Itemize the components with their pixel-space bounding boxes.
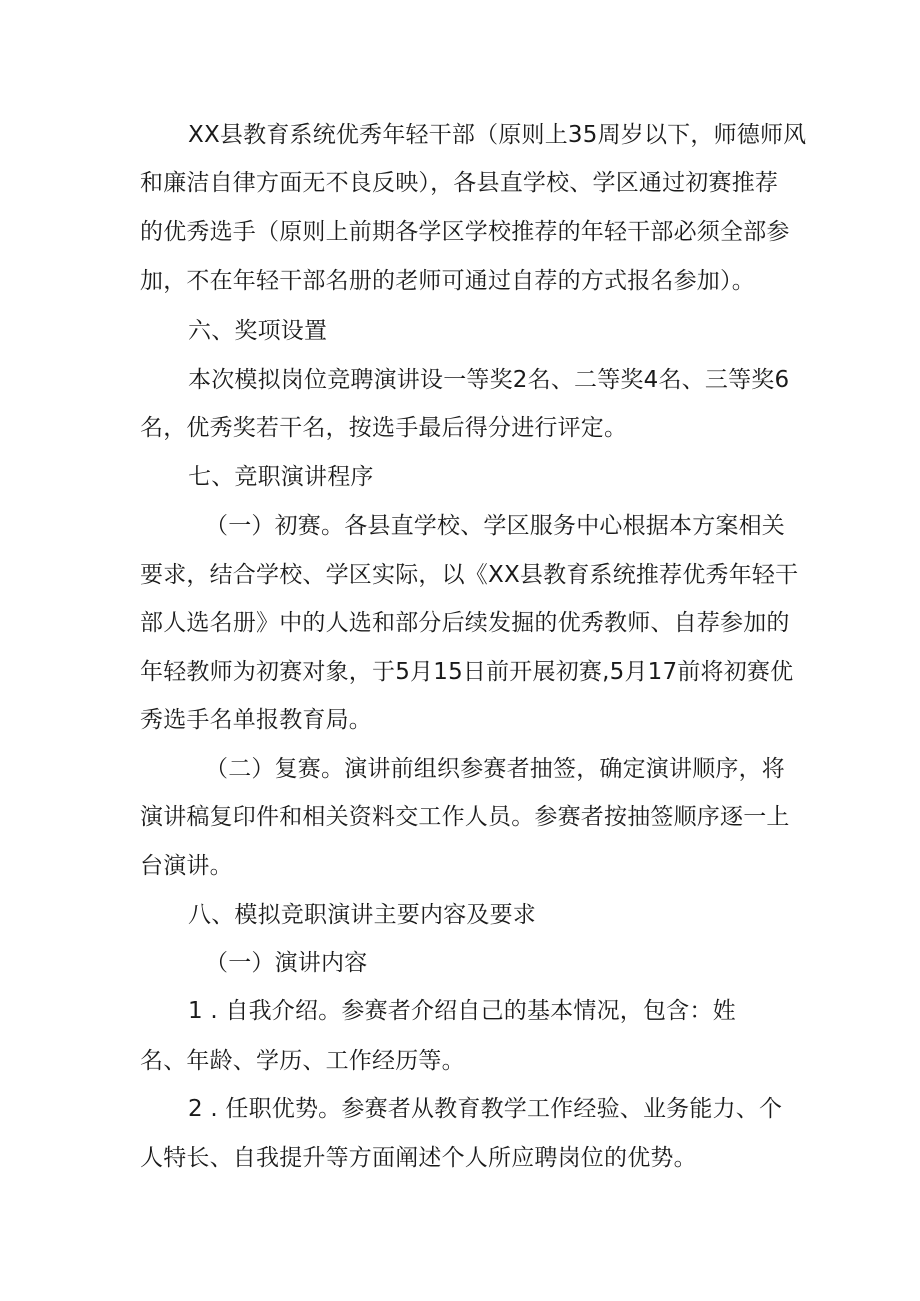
- section-heading-speech-content: 八、模拟竞职演讲主要内容及要求: [188, 902, 536, 928]
- awards-line-1: 本次模拟岗位竞聘演讲设一等奖2名、二等奖4名、三等奖6: [188, 367, 790, 393]
- section-heading-awards: 六、奖项设置: [188, 318, 328, 344]
- semifinal-line-1: （二）复赛。演讲前组织参赛者抽签，确定演讲顺序，将: [205, 756, 785, 782]
- preliminary-line-2: 要求，结合学校、学区实际，以《XX县教育系统推荐优秀年轻干: [140, 562, 799, 588]
- section-heading-procedure: 七、竞职演讲程序: [188, 464, 374, 490]
- semifinal-line-3: 台演讲。: [140, 853, 233, 879]
- preliminary-line-4: 年轻教师为初赛对象，于5月15日前开展初赛,5月17前将初赛优: [140, 659, 794, 685]
- eligibility-line-3: 的优秀选手（原则上前期各学区学校推荐的年轻干部必须全部参: [140, 219, 790, 245]
- item-1-line-2: 名、年龄、学历、工作经历等。: [140, 1048, 465, 1074]
- preliminary-line-5: 秀选手名单报教育局。: [140, 707, 372, 733]
- item-2-line-2: 人特长、自我提升等方面阐述个人所应聘岗位的优势。: [140, 1145, 697, 1171]
- semifinal-line-2: 演讲稿复印件和相关资料交工作人员。参赛者按抽签顺序逐一上: [140, 804, 790, 830]
- eligibility-line-1: XX县教育系统优秀年轻干部（原则上35周岁以下，师德师风: [188, 122, 807, 148]
- eligibility-line-2: 和廉洁自律方面无不良反映），各县直学校、学区通过初赛推荐: [140, 170, 779, 196]
- preliminary-line-3: 部人选名册》中的人选和部分后续发掘的优秀教师、自荐参加的: [140, 610, 790, 636]
- awards-line-2: 名，优秀奖若干名，按选手最后得分进行评定。: [140, 415, 628, 441]
- preliminary-line-1: （一）初赛。各县直学校、学区服务中心根据本方案相关: [205, 513, 785, 539]
- item-2-line-1: 2 . 任职优势。参赛者从教育教学工作经验、业务能力、个: [188, 1096, 783, 1122]
- eligibility-line-4: 加，不在年轻干部名册的老师可通过自荐的方式报名参加）。: [140, 268, 755, 294]
- item-1-line-1: 1 . 自我介绍。参赛者介绍自己的基本情况，包含：姓: [188, 998, 736, 1024]
- subheading-speech-content: （一）演讲内容: [205, 950, 368, 976]
